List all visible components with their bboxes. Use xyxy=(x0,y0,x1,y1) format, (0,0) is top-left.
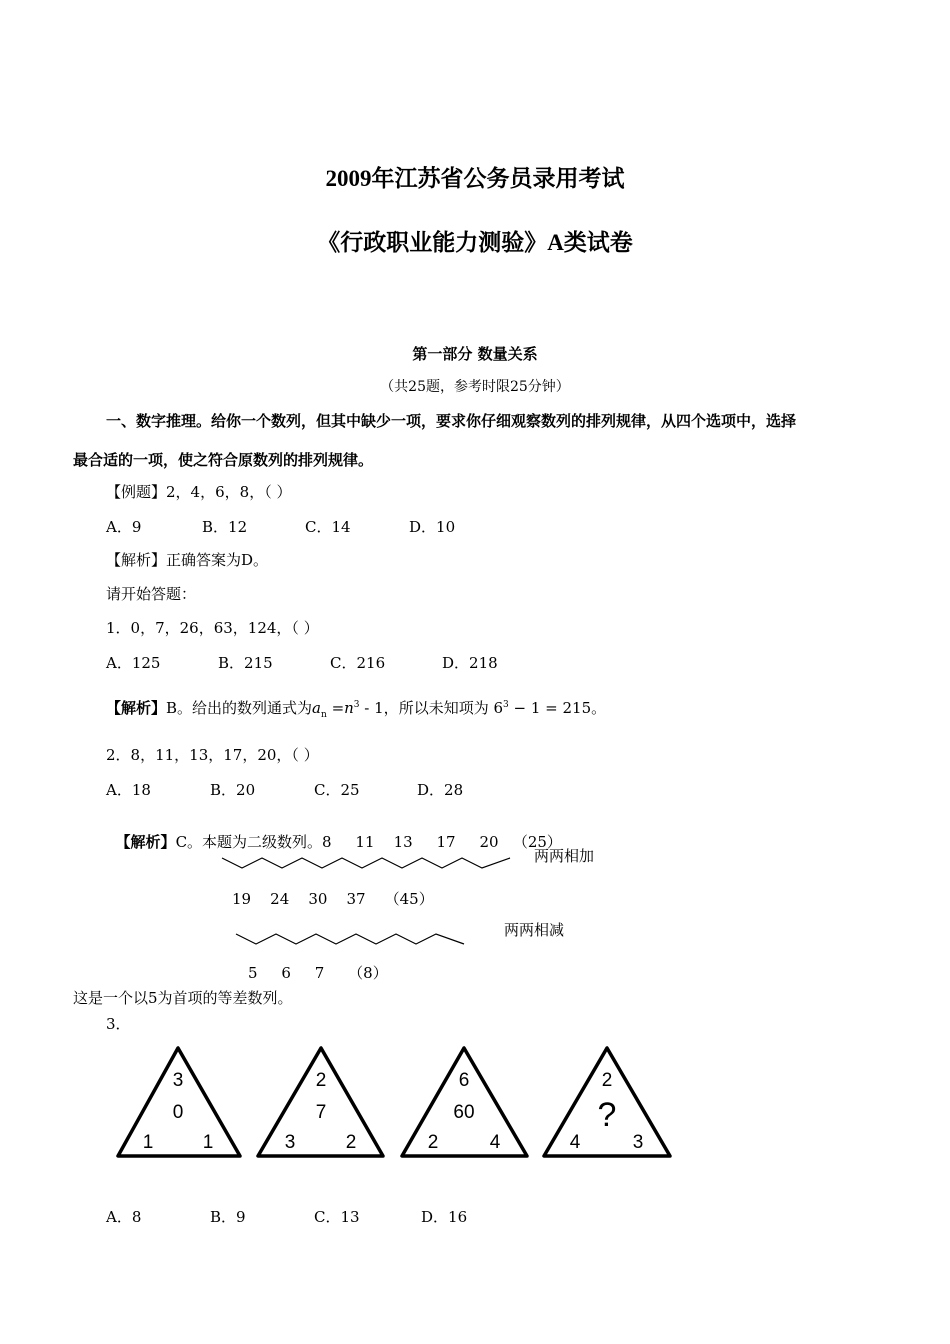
level2-note: 两两相减 xyxy=(504,921,565,939)
formula-tail: - 1， xyxy=(359,699,399,717)
part-note: （共25题，参考时限25分钟） xyxy=(380,379,570,395)
option-c: C．13 xyxy=(314,1208,360,1226)
exam-subtitle: 《行政职业能力测验》A类试卷 xyxy=(317,230,633,255)
triangle-right-number: 4 xyxy=(489,1132,501,1153)
option-c: C．25 xyxy=(314,781,360,799)
q2-analysis xyxy=(106,813,562,852)
triangle-top-number: 3 xyxy=(172,1070,184,1091)
q1-stem: 1．0，7，26，63，124，（ ） xyxy=(106,619,319,637)
triangle-left-number: 4 xyxy=(569,1132,581,1153)
answer-sup: 3 xyxy=(503,700,509,710)
triangle-top-number: 6 xyxy=(458,1070,470,1091)
analysis-end: − 1 = 215。 xyxy=(508,699,607,717)
example-question xyxy=(106,481,291,502)
formula-eq: =n xyxy=(326,699,354,717)
formula-sup: 3 xyxy=(353,700,360,710)
triangle-top-number: 2 xyxy=(315,1070,327,1091)
triangle-left-number: 2 xyxy=(427,1132,439,1153)
option-c: C．14 xyxy=(305,518,351,536)
option-d: D．10 xyxy=(409,518,456,536)
option-d: D．218 xyxy=(442,654,498,672)
formula-a: a xyxy=(312,699,321,717)
triangle-top-number: 2 xyxy=(601,1070,613,1091)
zigzag-line-2 xyxy=(234,928,469,950)
analysis-label: 【解析】 xyxy=(115,833,176,851)
triangle-right-number: 3 xyxy=(632,1132,644,1153)
zigzag-line-1 xyxy=(220,852,515,874)
instruction-line-2: 最合适的一项，使之符合原数列的排列规律。 xyxy=(73,451,374,469)
example-text: 2，4，6，8，（ ） xyxy=(166,483,292,501)
option-b: B．215 xyxy=(218,654,273,672)
formula-sub: n xyxy=(321,710,327,720)
example-analysis xyxy=(106,549,268,570)
level1-note: 两两相加 xyxy=(534,847,595,865)
analysis-label: 【解析】 xyxy=(106,699,167,717)
triangle-question-mark: ? xyxy=(597,1096,617,1134)
triangle-4 xyxy=(544,1048,670,1156)
triangle-figure xyxy=(106,1040,684,1170)
triangle-center-number: 60 xyxy=(453,1102,475,1123)
analysis-text: C。本题为二级数列。8 11 13 17 20 （25） xyxy=(175,833,562,851)
option-a: A．9 xyxy=(106,518,142,536)
start-prompt: 请开始答题： xyxy=(106,585,197,603)
option-b: B．20 xyxy=(210,781,256,799)
option-a: A．125 xyxy=(106,654,161,672)
option-a: A．8 xyxy=(106,1208,142,1226)
part-title: 第一部分 数量关系 xyxy=(412,345,538,363)
q1-analysis xyxy=(106,697,606,720)
analysis-mid: 所以未知项为 6 xyxy=(398,699,503,717)
triangle-3 xyxy=(402,1048,527,1156)
analysis-text: B。给出的数列通式为 xyxy=(166,699,313,717)
q2-stem: 2．8，11，13，17，20，（ ） xyxy=(106,746,319,764)
analysis-label: 【解析】 xyxy=(106,551,167,569)
level1-values: 19 24 30 37 （45） xyxy=(232,890,434,908)
instruction-line-1: 一、数字推理。给你一个数列，但其中缺少一项，要求你仔细观察数列的排列规律，从四个选项中，选择 xyxy=(106,412,797,430)
exam-title: 2009年江苏省公务员录用考试 xyxy=(325,166,625,191)
triangle-1 xyxy=(118,1048,240,1156)
option-d: D．16 xyxy=(421,1208,468,1226)
option-d: D．28 xyxy=(417,781,464,799)
level2-values: 5 6 7 （8） xyxy=(248,964,388,982)
triangle-right-number: 2 xyxy=(345,1132,357,1153)
option-b: B．12 xyxy=(202,518,248,536)
triangle-center-number: 7 xyxy=(315,1102,327,1123)
example-label: 【例题】 xyxy=(106,483,167,501)
q2-conclusion: 这是一个以5为首项的等差数列。 xyxy=(73,989,293,1007)
option-b: B．9 xyxy=(210,1208,246,1226)
option-c: C．216 xyxy=(330,654,386,672)
option-a: A．18 xyxy=(106,781,151,799)
triangle-right-number: 1 xyxy=(202,1132,214,1153)
triangle-left-number: 3 xyxy=(284,1132,296,1153)
analysis-text: 正确答案为D。 xyxy=(166,551,269,569)
q3-stem: 3． xyxy=(106,1015,131,1033)
triangle-left-number: 1 xyxy=(142,1132,154,1153)
triangle-2 xyxy=(258,1048,383,1156)
triangle-center-number: 0 xyxy=(172,1102,184,1123)
